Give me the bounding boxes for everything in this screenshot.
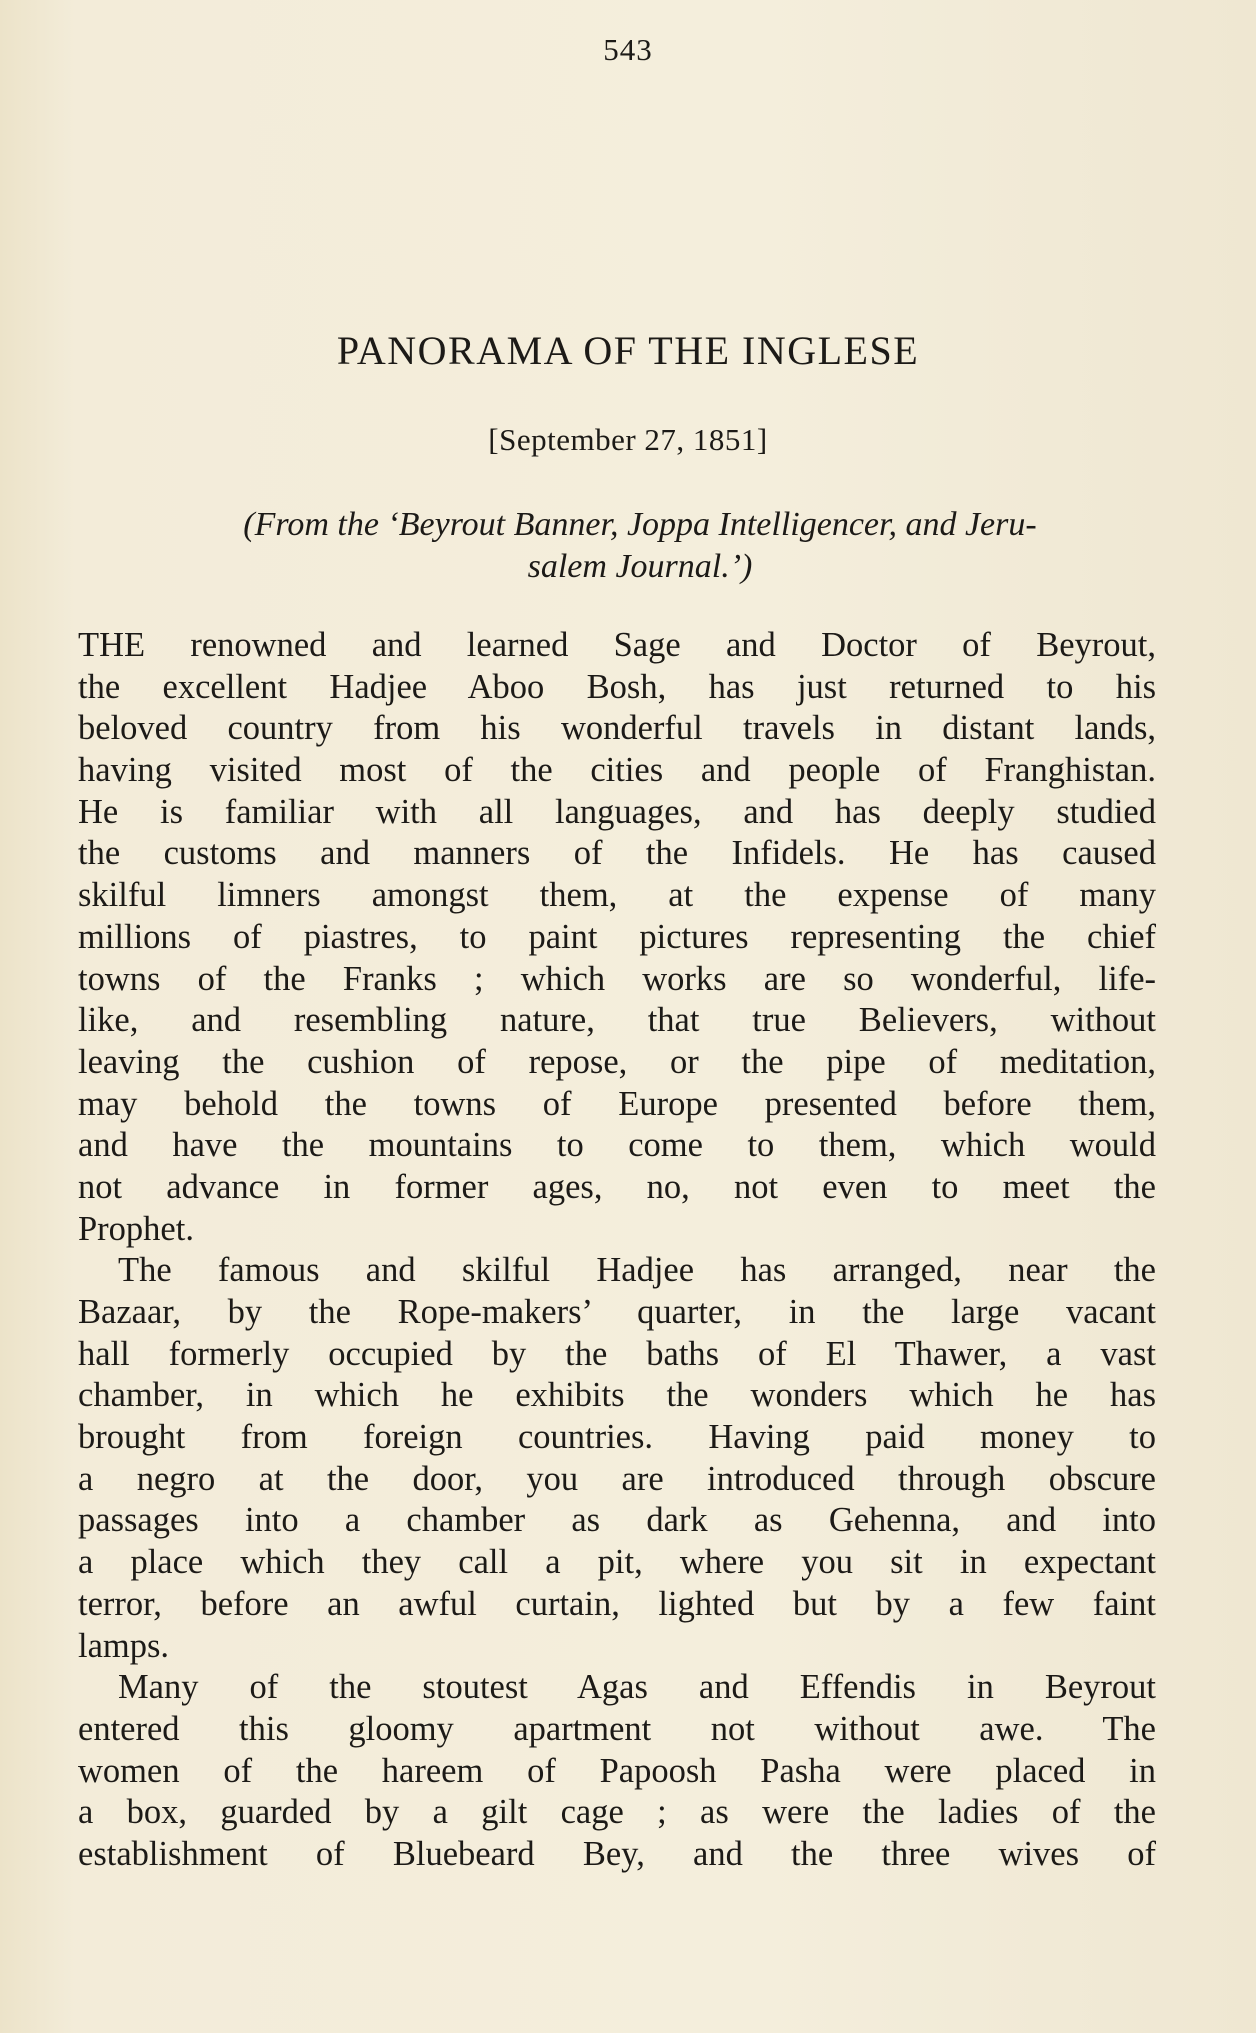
text-line: towns of the Franks ; which works are so wonderful, life- [78,959,1156,998]
dateline: [September 27, 1851] [488,422,768,457]
text-line: the customs and manners of the Infidels. He has caused [78,834,1156,873]
text-line: leaving the cushion of repose, or the pipe of meditation, [78,1042,1156,1081]
text-line: chamber, in which he exhibits the wonders which he has [78,1376,1156,1415]
text-line: and have the mountains to come to them, which would [78,1126,1156,1165]
text-line: brought from foreign countries. Having paid money to [78,1418,1156,1457]
text-line: not advance in former ages, no, not even to meet the [78,1167,1156,1206]
text-line: THE renowned and learned Sage and Doctor of Beyrout, [78,626,1156,664]
text-line: a place which they call a pit, where you sit in expectant [78,1543,1156,1582]
text-line: a negro at the door, you are introduced through obscure [78,1459,1156,1498]
text-line: Prophet. [78,1209,194,1248]
source-line-1: (From the ‘Beyrout Banner, Joppa Intelligencer, and Jeru- [243,506,1037,543]
body-text [78,625,1156,1876]
text-line: lamps. [78,1626,170,1665]
text-line: women of the hareem of Papoosh Pasha were placed in [78,1751,1156,1790]
source-attribution [120,504,1160,588]
text-line: hall formerly occupied by the baths of El Thawer, a vast [78,1334,1156,1373]
text-line: millions of piastres, to paint pictures representing the chief [78,917,1156,956]
chapter-title: PANORAMA OF THE INGLESE [336,328,920,373]
text-line: entered this gloomy apartment not without awe. The [78,1709,1156,1748]
text-line: The famous and skilful Hadjee has arranged, near the [118,1251,1156,1290]
text-line: establishment of Bluebeard Bey, and the three wives of [78,1834,1156,1873]
page-number: 543 [603,32,653,67]
text-line: the excellent Hadjee Aboo Bosh, has just returned to his [78,667,1156,706]
text-line: may behold the towns of Europe presented before them, [78,1084,1156,1123]
text-line: Bazaar, by the Rope-makers’ quarter, in the large vacant [78,1293,1156,1331]
text-line: a box, guarded by a gilt cage ; as were the ladies of the [78,1793,1156,1832]
text-line: He is familiar with all languages, and has deeply studied [78,792,1156,831]
text-line: having visited most of the cities and people of Franghistan. [78,751,1156,790]
source-line-2: salem Journal.’) [527,548,753,585]
text-line: terror, before an awful curtain, lighted but by a few faint [78,1584,1156,1623]
text-line: like, and resembling nature, that true Believers, without [78,1001,1156,1040]
text-line: beloved country from his wonderful travels in distant lands, [78,709,1156,748]
text-line: Many of the stoutest Agas and Effendis in Beyrout [118,1668,1156,1707]
text-line: skilful limners amongst them, at the expense of many [78,876,1156,915]
text-line: passages into a chamber as dark as Gehenna, and into [78,1501,1156,1540]
